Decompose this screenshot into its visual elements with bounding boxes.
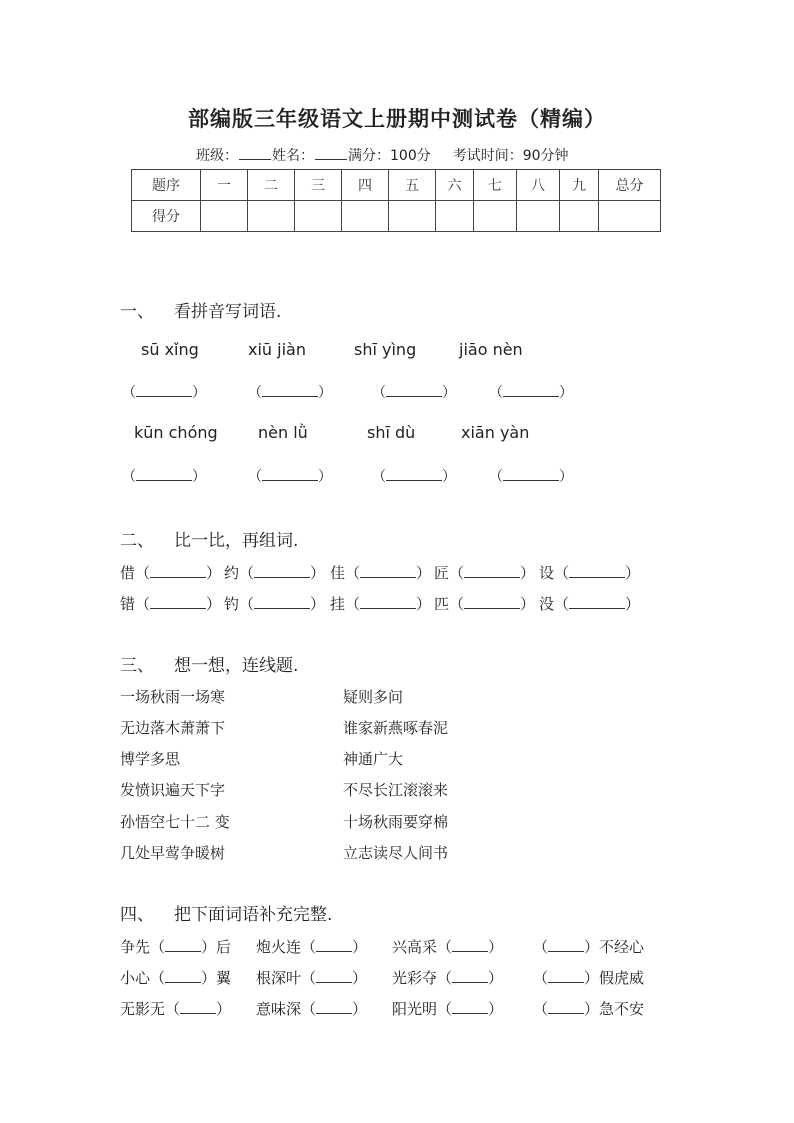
- score-row-label: 得分: [132, 201, 201, 232]
- compare-item: [539, 593, 640, 614]
- exam-time: 考试时间：90分钟: [452, 148, 569, 164]
- answer-blank[interactable]: （ ）: [239, 595, 326, 613]
- answer-blank[interactable]: （ ）: [533, 938, 600, 956]
- answer-blank[interactable]: （ ）: [165, 1000, 232, 1018]
- idiom-post: 假虎威: [599, 969, 645, 987]
- section-4-heading: [120, 900, 332, 925]
- compare-item: [434, 593, 539, 614]
- open-paren: （: [489, 469, 503, 485]
- char: 挂: [330, 595, 346, 613]
- idiom-item: [392, 998, 503, 1019]
- pinyin-item: sū xǐng: [141, 340, 199, 359]
- close-paren: ）: [318, 469, 332, 485]
- class-blank[interactable]: [239, 147, 271, 160]
- answer-blank[interactable]: （ ）: [301, 1000, 368, 1018]
- header-cell: 总分: [599, 170, 661, 201]
- char: 错: [120, 595, 136, 613]
- open-paren: （: [372, 469, 386, 485]
- section-2-heading: [120, 526, 298, 551]
- pinyin-item: jiāo nèn: [459, 340, 523, 359]
- compare-item: [224, 593, 330, 614]
- header-cell: 九: [560, 170, 599, 201]
- char: 钓: [224, 595, 240, 613]
- compare-item: [330, 593, 434, 614]
- compare-item: [330, 562, 434, 583]
- pinyin-item: nèn lǜ: [258, 423, 308, 442]
- compare-item: [120, 562, 224, 583]
- answer-blank[interactable]: （ ）: [449, 595, 536, 613]
- close-paren: ）: [192, 385, 206, 401]
- idiom-pre: 炮火连: [256, 938, 302, 956]
- header-cell: 二: [248, 170, 295, 201]
- idiom-item: [533, 936, 644, 957]
- idiom-pre: 意味深: [256, 1000, 302, 1018]
- idiom-pre: 光彩夺: [392, 969, 438, 987]
- match-left-item[interactable]: 发愤识遍天下字: [120, 781, 226, 799]
- score-cell[interactable]: [517, 201, 560, 232]
- idiom-pre: 无影无: [120, 1000, 166, 1018]
- score-table: [131, 169, 661, 232]
- open-paren: （: [372, 385, 386, 401]
- answer-blank[interactable]: （ ）: [135, 564, 222, 582]
- answer-blank[interactable]: （ ）: [150, 969, 217, 987]
- answer-blank[interactable]: [122, 466, 206, 486]
- close-paren: ）: [559, 385, 573, 401]
- idiom-pre: 根深叶: [256, 969, 302, 987]
- close-paren: ）: [559, 469, 573, 485]
- close-paren: ）: [442, 385, 456, 401]
- section-number: 二、: [120, 531, 154, 551]
- open-paren: （: [122, 469, 136, 485]
- header-cell: 四: [342, 170, 389, 201]
- name-label: 姓名：: [272, 148, 314, 164]
- pinyin-item: xiū jiàn: [248, 340, 306, 359]
- answer-blank[interactable]: （ ）: [301, 969, 368, 987]
- score-cell[interactable]: [436, 201, 474, 232]
- match-left-item[interactable]: 孙悟空七十二 变: [120, 813, 230, 831]
- idiom-item: [533, 998, 644, 1019]
- section-title: 比一比，再组词.: [174, 531, 299, 551]
- idiom-item: [256, 998, 367, 1019]
- open-paren: （: [248, 469, 262, 485]
- idiom-item: [120, 998, 231, 1019]
- section-3-heading: [120, 651, 298, 676]
- idiom-pre: 兴高采: [392, 938, 438, 956]
- idiom-item: [120, 967, 231, 988]
- score-cell[interactable]: [560, 201, 599, 232]
- idiom-item: [392, 967, 503, 988]
- answer-blank[interactable]: [372, 466, 456, 486]
- score-cell[interactable]: [342, 201, 389, 232]
- char: 匹: [434, 595, 450, 613]
- char: 设: [539, 564, 555, 582]
- pinyin-item: kūn chóng: [134, 423, 218, 442]
- pinyin-item: shī yìng: [354, 340, 417, 359]
- match-right-item[interactable]: 立志读尽人间书: [343, 844, 449, 862]
- answer-blank[interactable]: [248, 382, 332, 402]
- idiom-item: [392, 936, 503, 957]
- score-table-score-row: [132, 201, 661, 232]
- answer-blank[interactable]: [489, 466, 573, 486]
- header-cell: 八: [517, 170, 560, 201]
- answer-blank[interactable]: （ ）: [449, 564, 536, 582]
- open-paren: （: [248, 385, 262, 401]
- match-right-item[interactable]: 十场秋雨要穿棉: [343, 813, 449, 831]
- section-title: 把下面词语补充完整.: [174, 905, 333, 925]
- match-left-item[interactable]: 一场秋雨一场寒: [120, 688, 226, 706]
- score-cell[interactable]: [295, 201, 342, 232]
- match-right-item[interactable]: 神通广大: [343, 750, 404, 768]
- compare-item: [224, 562, 330, 583]
- answer-blank[interactable]: （ ）: [150, 938, 217, 956]
- match-right-item[interactable]: 疑则多问: [343, 688, 404, 706]
- answer-blank[interactable]: （ ）: [554, 564, 641, 582]
- answer-blank[interactable]: [489, 382, 573, 402]
- close-paren: ）: [192, 469, 206, 485]
- idiom-item: [120, 936, 231, 957]
- answer-blank[interactable]: （ ）: [345, 564, 432, 582]
- idiom-post: 后: [216, 938, 232, 956]
- full-score: 满分：100分: [348, 148, 431, 164]
- answer-blank[interactable]: （ ）: [345, 595, 432, 613]
- idiom-pre: 小心: [120, 969, 151, 987]
- section-number: 四、: [120, 905, 154, 925]
- answer-blank[interactable]: （ ）: [437, 969, 504, 987]
- header-cell: 六: [436, 170, 474, 201]
- page-title: 部编版三年级语文上册期中测试卷（精编）: [188, 106, 606, 131]
- header-cell: 一: [201, 170, 248, 201]
- char: 借: [120, 564, 136, 582]
- idiom-pre: 争先: [120, 938, 151, 956]
- char: 没: [539, 595, 555, 613]
- header-cell: 五: [389, 170, 436, 201]
- score-cell[interactable]: [389, 201, 436, 232]
- score-cell[interactable]: [474, 201, 517, 232]
- header-cell: 题序: [132, 170, 201, 201]
- section-title: 看拼音写词语.: [174, 302, 282, 322]
- char: 约: [224, 564, 240, 582]
- section-number: 三、: [120, 656, 154, 676]
- idiom-item: [256, 936, 367, 957]
- open-paren: （: [122, 385, 136, 401]
- match-left-item[interactable]: 博学多思: [120, 750, 181, 768]
- score-cell[interactable]: [599, 201, 661, 232]
- section-1-heading: [120, 297, 281, 322]
- idiom-post: 不经心: [599, 938, 645, 956]
- match-right-item[interactable]: 谁家新燕啄春泥: [343, 719, 449, 737]
- name-blank[interactable]: [315, 147, 347, 160]
- char: 匠: [434, 564, 450, 582]
- exam-meta: [196, 145, 569, 165]
- compare-item: [539, 562, 640, 583]
- answer-blank[interactable]: （ ）: [135, 595, 222, 613]
- idiom-item: [533, 967, 644, 988]
- answer-blank[interactable]: （ ）: [533, 1000, 600, 1018]
- answer-blank[interactable]: （ ）: [437, 1000, 504, 1018]
- match-left-item[interactable]: 无边落木萧萧下: [120, 719, 226, 737]
- header-cell: 七: [474, 170, 517, 201]
- section-title: 想一想，连线题.: [174, 656, 299, 676]
- close-paren: ）: [442, 469, 456, 485]
- score-cell[interactable]: [201, 201, 248, 232]
- pinyin-item: shī dù: [367, 423, 416, 442]
- compare-item: [120, 593, 224, 614]
- idiom-post: 急不安: [599, 1000, 645, 1018]
- answer-blank[interactable]: [248, 466, 332, 486]
- header-cell: 三: [295, 170, 342, 201]
- class-label: 班级：: [196, 148, 238, 164]
- idiom-post: 翼: [216, 969, 232, 987]
- pinyin-item: xiān yàn: [461, 423, 530, 442]
- compare-row: [120, 593, 640, 614]
- answer-blank[interactable]: （ ）: [301, 938, 368, 956]
- compare-row: [120, 562, 640, 583]
- answer-blank[interactable]: （ ）: [239, 564, 326, 582]
- match-right-item[interactable]: 不尽长江滚滚来: [343, 781, 449, 799]
- close-paren: ）: [318, 385, 332, 401]
- answer-blank[interactable]: [372, 382, 456, 402]
- open-paren: （: [489, 385, 503, 401]
- idiom-pre: 阳光明: [392, 1000, 438, 1018]
- compare-item: [434, 562, 539, 583]
- score-cell[interactable]: [248, 201, 295, 232]
- section-number: 一、: [120, 302, 154, 322]
- answer-blank[interactable]: （ ）: [437, 938, 504, 956]
- match-left-item[interactable]: 几处早莺争暖树: [120, 844, 226, 862]
- answer-blank[interactable]: [122, 382, 206, 402]
- char: 佳: [330, 564, 346, 582]
- answer-blank[interactable]: （ ）: [533, 969, 600, 987]
- answer-blank[interactable]: （ ）: [554, 595, 641, 613]
- idiom-item: [256, 967, 367, 988]
- score-table-header-row: [132, 170, 661, 201]
